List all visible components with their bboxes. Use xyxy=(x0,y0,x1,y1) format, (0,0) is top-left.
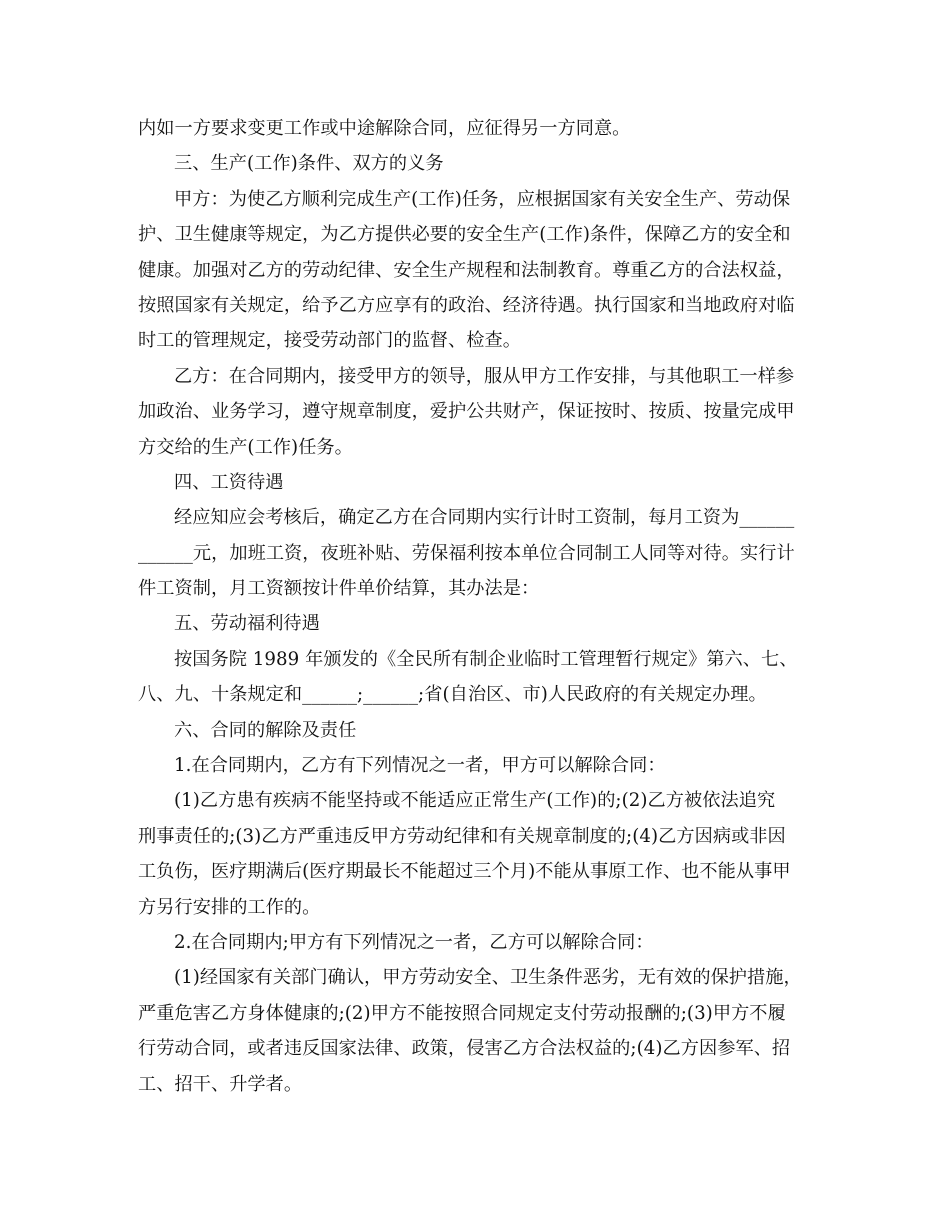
text-line: 健康。加强对乙方的劳动纪律、安全生产规程和法制教育。尊重乙方的合法权益， xyxy=(138,259,795,281)
text-line: 方交给的生产(工作)任务。 xyxy=(138,436,353,458)
text-line: 刑事责任的;(3)乙方严重违反甲方劳动纪律和有关规章制度的;(4)乙方因病或非因 xyxy=(138,825,786,847)
text-line: 六、合同的解除及责任 xyxy=(174,719,357,741)
text-line: 严重危害乙方身体健康的;(2)甲方不能按照合同规定支付劳动报酬的;(3)甲方不履 xyxy=(138,1002,786,1024)
text-line: 经应知应会考核后，确定乙方在合同期内实行计时工资制，每月工资为______ xyxy=(174,507,795,529)
text-line: 加政治、业务学习，遵守规章制度，爱护公共财产，保证按时、按质、按量完成甲 xyxy=(138,401,795,423)
text-line: 按国务院 1989 年颁发的《全民所有制企业临时工管理暂行规定》第六、七、 xyxy=(174,648,798,670)
text-line: 乙方：在合同期内，接受甲方的领导，服从甲方工作安排，与其他职工一样参 xyxy=(174,365,795,387)
text-line: 内如一方要求变更工作或中途解除合同，应征得另一方同意。 xyxy=(138,118,631,139)
text-line: 1.在合同期内，乙方有下列情况之一者，甲方可以解除合同： xyxy=(174,755,666,777)
text-line: ______元，加班工资，夜班补贴、劳保福利按本单位合同制工人同等对待。实行计 xyxy=(138,542,795,564)
text-line: 工、招干、升学者。 xyxy=(138,1073,303,1095)
text-line: 2.在合同期内;甲方有下列情况之一者，乙方可以解除合同： xyxy=(174,931,654,953)
text-line: 护、卫生健康等规定，为乙方提供必要的安全生产(工作)条件，保障乙方的安全和 xyxy=(138,224,791,246)
text-line: 四、工资待遇 xyxy=(174,471,284,493)
text-line: 按照国家有关规定，给予乙方应享有的政治、经济待遇。执行国家和当地政府对临 xyxy=(138,294,795,316)
document-page xyxy=(138,111,818,1102)
text-line: 时工的管理规定，接受劳动部门的监督、检查。 xyxy=(138,330,521,352)
text-line: 三、生产(工作)条件、双方的义务 xyxy=(174,153,444,175)
text-line: (1)乙方患有疾病不能坚持或不能适应正常生产(工作)的;(2)乙方被依法追究 xyxy=(174,790,776,812)
text-line: 件工资制，月工资额按计件单价结算，其办法是： xyxy=(138,578,540,600)
text-line: 行劳动合同，或者违反国家法律、政策，侵害乙方合法权益的;(4)乙方因参军、招 xyxy=(138,1038,791,1060)
text-line: 工负伤，医疗期满后(医疗期最长不能超过三个月)不能从事原工作、也不能从事甲 xyxy=(138,861,791,883)
text-line: (1)经国家有关部门确认，甲方劳动安全、卫生条件恶劣，无有效的保护措施， xyxy=(174,967,802,989)
text-line: 方另行安排的工作的。 xyxy=(138,896,321,918)
text-line: 八、九、十条规定和______;______;省(自治区、市)人民政府的有关规定办理。 xyxy=(138,684,767,706)
text-line: 五、劳动福利待遇 xyxy=(174,613,320,635)
text-line: 甲方：为使乙方顺利完成生产(工作)任务，应根据国家有关安全生产、劳动保 xyxy=(174,188,791,210)
